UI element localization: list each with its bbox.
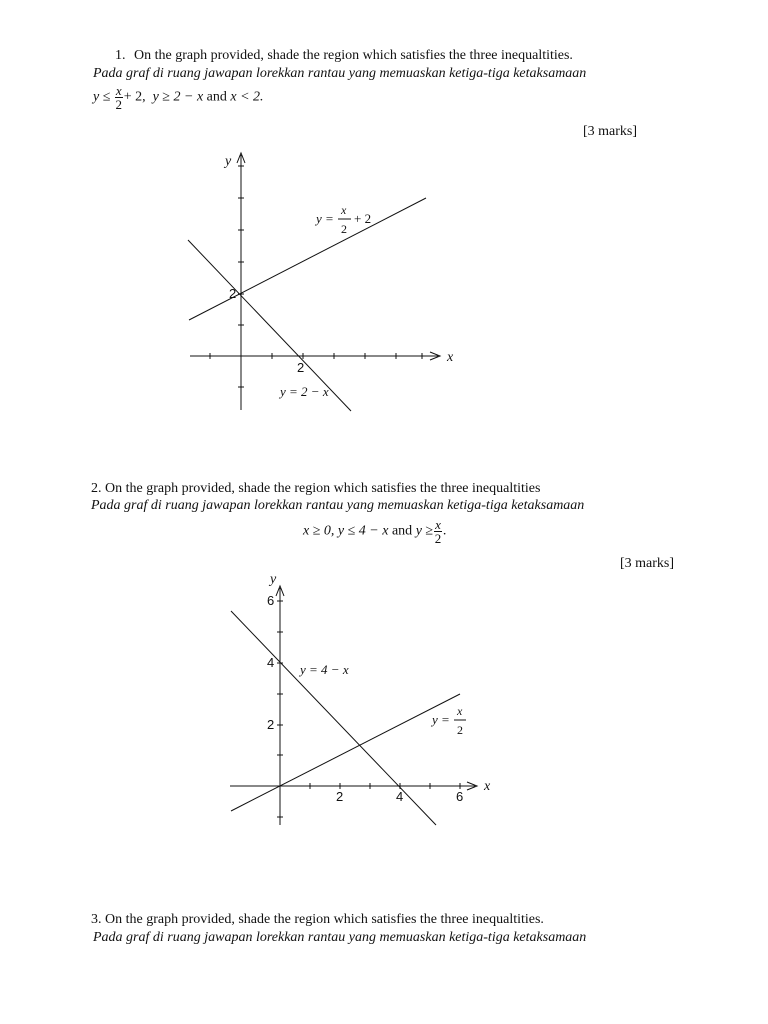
q1-graph (170, 145, 470, 420)
q2-line-y-4-minus-x (231, 611, 436, 825)
q2-x-axis-label: x (484, 779, 491, 794)
q1-y-tick-label: 2 (229, 286, 237, 301)
q1-question-text: On the graph provided, shade the region which satisfies the three inequaltities. (134, 48, 573, 63)
q3-malay-text: Pada graf di ruang jawapan lorekkan rantau yang memuaskan ketiga-tiga ketaksamaan (93, 930, 587, 945)
q2-ineq-c-fraction: $\frac{x}{2}$ (434, 517, 442, 546)
q1-line1-label-den: 2 (341, 222, 347, 236)
q2-x-tick-4: 4 (396, 789, 404, 804)
q2-ineq-and: and (391, 523, 413, 539)
q1-line1-label-suffix: + 2 (354, 211, 372, 226)
q2-ineq-c-end: . (442, 523, 447, 539)
q3-question-text: 3. On the graph provided, shade the region which satisfies the three inequaltities. (91, 912, 544, 927)
q2-ineq-b: y ≤ 4 − x (337, 523, 389, 539)
q1-inequalities (93, 84, 264, 111)
q1-number: 1. (115, 48, 126, 63)
q2-ineq-a: x ≥ 0, (303, 523, 335, 539)
q1-ineq-a-lhs: y ≤ (93, 89, 114, 105)
q1-marks: [3 marks] (583, 124, 638, 139)
q1-ineq-a-rhs: + 2, (123, 89, 146, 105)
q2-ineq-c-lhs: y ≥ (415, 523, 434, 539)
q2-line2-label-den: 2 (457, 723, 463, 737)
q2-question-text: 2. On the graph provided, shade the region which satisfies the three inequaltities (91, 481, 541, 496)
q1-x-axis-label: x (447, 350, 454, 365)
q1-ineq-and: and (206, 89, 227, 105)
q2-inequalities (303, 518, 446, 545)
q2-y-tick-6: 6 (267, 593, 275, 608)
q2-line2-label-prefix: y = (432, 712, 450, 727)
q1-line1-label-num: x (341, 203, 347, 217)
q2-line2-label-num: x (457, 704, 463, 718)
q1-x-tick-label: 2 (297, 360, 305, 375)
q2-line1-label: y = 4 − x (300, 662, 349, 677)
q2-y-axis-label: y (270, 572, 277, 587)
q2-line-y-half-x (231, 694, 460, 811)
q1-malay-text: Pada graf di ruang jawapan lorekkan rantau yang memuaskan ketiga-tiga ketaksamaan (93, 66, 587, 81)
q2-x-tick-2: 2 (336, 789, 344, 804)
q2-y-tick-2: 2 (267, 717, 275, 732)
q1-ineq-a-fraction: $\frac{x}{2}$ (115, 83, 123, 112)
q1-line1-label-prefix: y = (316, 211, 334, 226)
q2-x-tick-6: 6 (456, 789, 464, 804)
q2-y-tick-4: 4 (267, 655, 275, 670)
q1-line-y-half-x-plus-2 (189, 198, 426, 320)
q2-graph (220, 570, 510, 835)
q1-y-axis-label: y (225, 154, 232, 169)
q1-line2-label: y = 2 − x (280, 384, 329, 399)
q2-malay-text: Pada graf di ruang jawapan lorekkan rantau yang memuaskan ketiga-tiga ketaksamaan (91, 498, 585, 513)
q1-ineq-c: x < 2. (230, 89, 264, 105)
q1-ineq-b: y ≥ 2 − x (152, 89, 204, 105)
q2-marks: [3 marks] (620, 556, 675, 571)
